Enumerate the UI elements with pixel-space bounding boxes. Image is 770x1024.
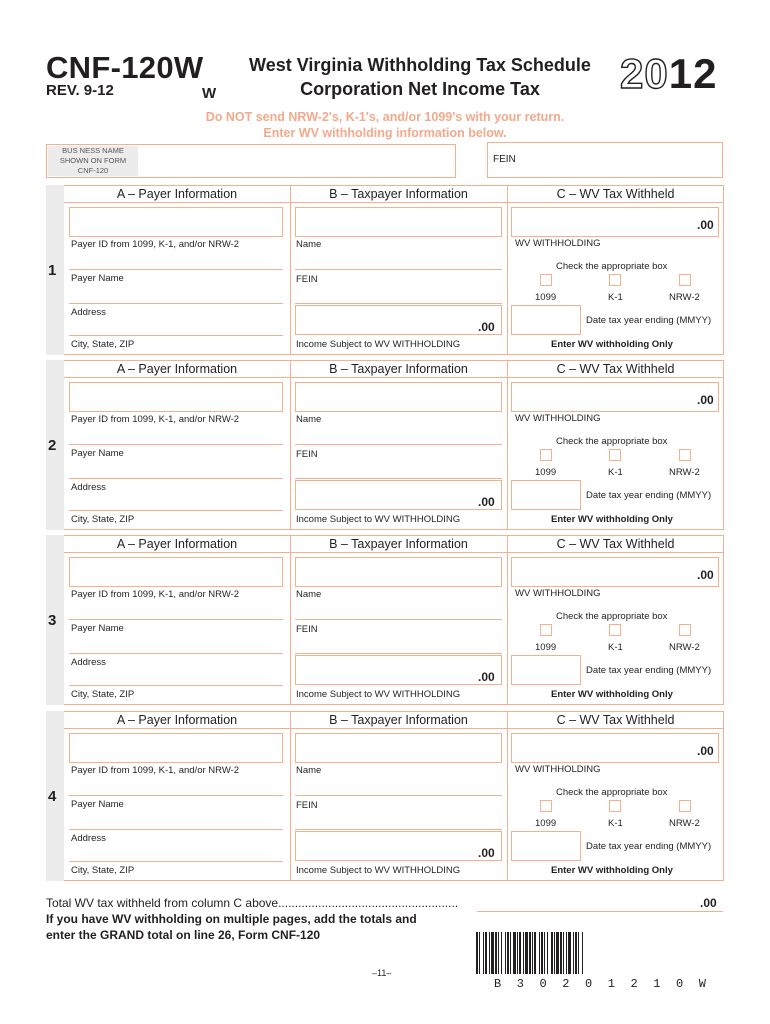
barcode-bar (582, 932, 583, 974)
barcode-bar (544, 932, 545, 974)
barcode-bar (568, 932, 571, 974)
business-name-label-line1: BUS NESS NAME (62, 146, 124, 155)
payer-name-line2[interactable] (69, 653, 283, 654)
income-subject-label: Income Subject to WV WITHHOLDING (296, 865, 461, 876)
payer-id-label: Payer ID from 1099, K-1, and/or NRW-2 (71, 765, 240, 776)
barcode-bar (560, 932, 562, 974)
column-b-heading: B – Taxpayer Information (329, 713, 468, 727)
payer-name-line2[interactable] (69, 478, 283, 479)
barcode-bar (547, 932, 548, 974)
address-input[interactable] (69, 685, 283, 686)
address-input[interactable] (69, 335, 283, 336)
checkbox-k1[interactable] (609, 800, 621, 812)
payer-name-line2[interactable] (69, 829, 283, 830)
payer-id-label: Payer ID from 1099, K-1, and/or NRW-2 (71, 414, 240, 425)
date-tax-year-label: Date tax year ending (MMYY) (586, 665, 712, 676)
name-label: Name (296, 414, 322, 425)
barcode-bar (578, 932, 579, 974)
tax-year-solid: 12 (668, 50, 718, 97)
fein-label: FEIN (296, 624, 318, 635)
name-label: Name (296, 239, 322, 250)
barcode-bar (573, 932, 574, 974)
barcode-bar (534, 932, 536, 974)
w-mark: W (202, 85, 217, 102)
page-number: –11– (372, 968, 392, 978)
checkbox-1099[interactable] (540, 274, 552, 286)
barcode-digit: W (698, 977, 706, 991)
column-c-heading: C – WV Tax Withheld (556, 713, 675, 727)
taxpayer-name-input[interactable] (295, 733, 502, 763)
column-c-heading: C – WV Tax Withheld (556, 362, 675, 376)
checkbox-nrw2[interactable] (679, 800, 691, 812)
withholding-cents: .00 (697, 218, 714, 232)
barcode-digit: 2 (562, 977, 570, 991)
divider-line (295, 303, 502, 304)
column-divider (507, 360, 508, 530)
payer-name-input[interactable] (69, 444, 283, 445)
header-divider (64, 202, 724, 203)
payer-name-input[interactable] (69, 619, 283, 620)
column-a-heading: A – Payer Information (116, 187, 238, 201)
enter-withholding-only-label: Enter WV withholding Only (551, 514, 673, 525)
taxpayer-fein-input[interactable] (295, 444, 502, 445)
payer-name-label: Payer Name (71, 273, 124, 284)
income-cents: .00 (478, 670, 495, 684)
payer-id-input[interactable] (69, 207, 283, 237)
address-input[interactable] (69, 510, 283, 511)
header-divider (64, 552, 724, 553)
business-fein-label: FEIN (493, 154, 516, 165)
barcode-bar (539, 932, 540, 974)
address-label: Address (71, 307, 106, 318)
withholding-cents: .00 (697, 744, 714, 758)
payer-name-line2[interactable] (69, 303, 283, 304)
option-k1-label: K-1 (608, 642, 623, 653)
taxpayer-name-input[interactable] (295, 382, 502, 412)
income-subject-input[interactable] (295, 831, 502, 861)
fein-label: FEIN (296, 800, 318, 811)
payer-id-input[interactable] (69, 557, 283, 587)
barcode-bar (556, 932, 559, 974)
barcode-digit: 1 (653, 977, 661, 991)
payer-name-input[interactable] (69, 269, 283, 270)
column-c-heading: C – WV Tax Withheld (556, 187, 675, 201)
barcode-bar (523, 932, 524, 974)
form-title-line1: West Virginia Withholding Tax Schedule (249, 55, 591, 75)
checkbox-nrw2[interactable] (679, 274, 691, 286)
section-number: 2 (48, 437, 57, 454)
barcode-bar (476, 932, 478, 974)
barcode-bar (532, 932, 533, 974)
notice-line2: Enter WV withholding information below. (263, 126, 507, 140)
column-divider (507, 535, 508, 705)
tax-year (620, 50, 717, 98)
column-b-heading: B – Taxpayer Information (329, 187, 468, 201)
barcode-bar (495, 932, 497, 974)
date-tax-year-label: Date tax year ending (MMYY) (586, 490, 712, 501)
total-withheld-field[interactable] (477, 911, 723, 912)
barcode-bar (498, 932, 499, 974)
business-name-label-line2: SHOWN ON FORM (59, 156, 127, 165)
address-input[interactable] (69, 861, 283, 862)
section-number: 4 (48, 788, 57, 805)
taxpayer-fein-input[interactable] (295, 795, 502, 796)
divider-line (295, 653, 502, 654)
wv-withholding-label: WV WITHHOLDING (515, 413, 601, 424)
barcode-digit: 0 (539, 977, 547, 991)
option-1099-label: 1099 (535, 818, 557, 829)
address-label: Address (71, 833, 106, 844)
option-k1-label: K-1 (608, 467, 623, 478)
barcode-bar (510, 932, 511, 974)
wv-withholding-label: WV WITHHOLDING (515, 764, 601, 775)
total-withheld-label: Total WV tax withheld from column C above...................................................... (46, 896, 459, 910)
column-c-heading: C – WV Tax Withheld (556, 537, 675, 551)
check-box-instruction: Check the appropriate box (556, 261, 668, 272)
option-1099-label: 1099 (535, 642, 557, 653)
income-subject-label: Income Subject to WV WITHHOLDING (296, 339, 461, 350)
check-box-instruction: Check the appropriate box (556, 436, 668, 447)
checkbox-nrw2[interactable] (679, 449, 691, 461)
enter-withholding-only-label: Enter WV withholding Only (551, 339, 673, 350)
payer-name-label: Payer Name (71, 448, 124, 459)
payer-name-input[interactable] (69, 795, 283, 796)
column-b-heading: B – Taxpayer Information (329, 537, 468, 551)
form-code: CNF-120W (46, 50, 204, 85)
barcode-bar (485, 932, 487, 974)
revision-label: REV. 9-12 (46, 82, 114, 99)
barcode-bar (519, 932, 521, 974)
payer-id-label: Payer ID from 1099, K-1, and/or NRW-2 (71, 589, 240, 600)
payer-name-label: Payer Name (71, 623, 124, 634)
city-state-zip-label: City, State, ZIP (71, 514, 135, 525)
option-nrw2-label: NRW-2 (669, 292, 700, 303)
income-cents: .00 (478, 320, 495, 334)
income-cents: .00 (478, 846, 495, 860)
name-label: Name (296, 589, 322, 600)
barcode-bar (479, 932, 480, 974)
column-a-heading: A – Payer Information (116, 362, 238, 376)
barcode-bar (517, 932, 518, 974)
taxpayer-fein-input[interactable] (295, 619, 502, 620)
wv-withholding-input[interactable] (511, 733, 719, 763)
barcode-bar (491, 932, 494, 974)
barcode-bar (489, 932, 490, 974)
column-divider (507, 711, 508, 881)
column-divider (290, 360, 291, 530)
grand-total-instruction-line2: enter the GRAND total on line 26, Form CNF-120 (46, 928, 321, 942)
city-state-zip-label: City, State, ZIP (71, 865, 135, 876)
barcode-bar (505, 932, 506, 974)
income-cents: .00 (478, 495, 495, 509)
business-fein-field[interactable] (487, 142, 723, 178)
enter-withholding-only-label: Enter WV withholding Only (551, 865, 673, 876)
wv-withholding-label: WV WITHHOLDING (515, 588, 601, 599)
barcode-digit: 0 (585, 977, 593, 991)
total-withheld-cents: .00 (700, 896, 717, 910)
checkbox-1099[interactable] (540, 449, 552, 461)
barcode-digit: 2 (630, 977, 638, 991)
notice-line1: Do NOT send NRW-2's, K-1's, and/or 1099's with your return. (205, 110, 565, 124)
barcode-digit: 0 (676, 977, 684, 991)
option-1099-label: 1099 (535, 292, 557, 303)
option-k1-label: K-1 (608, 292, 623, 303)
income-subject-input[interactable] (295, 655, 502, 685)
wv-withholding-input[interactable] (511, 382, 719, 412)
income-subject-input[interactable] (295, 480, 502, 510)
date-tax-year-input[interactable] (511, 655, 581, 685)
barcode-bar (483, 932, 484, 974)
barcode-bar (541, 932, 543, 974)
option-k1-label: K-1 (608, 818, 623, 829)
option-nrw2-label: NRW-2 (669, 818, 700, 829)
barcode-digit: 3 (516, 977, 524, 991)
date-tax-year-input[interactable] (511, 480, 581, 510)
divider-line (295, 829, 502, 830)
check-box-instruction: Check the appropriate box (556, 611, 668, 622)
barcode (476, 932, 708, 974)
withholding-cents: .00 (697, 393, 714, 407)
option-1099-label: 1099 (535, 467, 557, 478)
address-label: Address (71, 657, 106, 668)
column-divider (290, 535, 291, 705)
date-tax-year-input[interactable] (511, 831, 581, 861)
barcode-bar (501, 932, 502, 974)
grand-total-instruction-line1: If you have WV withholding on multiple pages, add the totals and (46, 912, 417, 926)
payer-name-label: Payer Name (71, 799, 124, 810)
income-subject-label: Income Subject to WV WITHHOLDING (296, 514, 461, 525)
option-nrw2-label: NRW-2 (669, 467, 700, 478)
taxpayer-name-input[interactable] (295, 557, 502, 587)
business-name-label (48, 146, 138, 176)
tax-year-outline: 20 (620, 50, 669, 97)
address-label: Address (71, 482, 106, 493)
business-name-label-line3: CNF-120 (77, 166, 109, 175)
barcode-bar (563, 932, 564, 974)
payer-id-input[interactable] (69, 382, 283, 412)
checkbox-k1[interactable] (609, 274, 621, 286)
barcode-bar (566, 932, 567, 974)
barcode-bar (525, 932, 528, 974)
header-divider (64, 377, 724, 378)
column-b-heading: B – Taxpayer Information (329, 362, 468, 376)
wv-withholding-input[interactable] (511, 207, 719, 237)
payer-id-label: Payer ID from 1099, K-1, and/or NRW-2 (71, 239, 240, 250)
column-divider (290, 711, 291, 881)
income-subject-label: Income Subject to WV WITHHOLDING (296, 689, 461, 700)
date-tax-year-label: Date tax year ending (MMYY) (586, 315, 712, 326)
city-state-zip-label: City, State, ZIP (71, 339, 135, 350)
date-tax-year-input[interactable] (511, 305, 581, 335)
enter-withholding-only-label: Enter WV withholding Only (551, 689, 673, 700)
header-divider (64, 728, 724, 729)
payer-id-input[interactable] (69, 733, 283, 763)
barcode-digit: B (494, 977, 502, 991)
section-number: 1 (48, 262, 57, 279)
barcode-bar (551, 932, 553, 974)
checkbox-k1[interactable] (609, 624, 621, 636)
checkbox-nrw2[interactable] (679, 624, 691, 636)
barcode-bar (554, 932, 555, 974)
column-divider (290, 185, 291, 355)
date-tax-year-label: Date tax year ending (MMYY) (586, 841, 712, 852)
withholding-cents: .00 (697, 568, 714, 582)
check-box-instruction: Check the appropriate box (556, 787, 668, 798)
taxpayer-fein-input[interactable] (295, 269, 502, 270)
checkbox-1099[interactable] (540, 800, 552, 812)
barcode-digits (494, 977, 706, 991)
fein-label: FEIN (296, 274, 318, 285)
checkbox-k1[interactable] (609, 449, 621, 461)
column-a-heading: A – Payer Information (116, 537, 238, 551)
name-label: Name (296, 765, 322, 776)
checkbox-1099[interactable] (540, 624, 552, 636)
barcode-bar (513, 932, 516, 974)
barcode-bar (529, 932, 531, 974)
section-number: 3 (48, 612, 57, 629)
fein-label: FEIN (296, 449, 318, 460)
column-a-heading: A – Payer Information (116, 713, 238, 727)
wv-withholding-label: WV WITHHOLDING (515, 238, 601, 249)
divider-line (295, 478, 502, 479)
barcode-digit: 1 (607, 977, 615, 991)
barcode-bar (507, 932, 509, 974)
income-subject-input[interactable] (295, 305, 502, 335)
city-state-zip-label: City, State, ZIP (71, 689, 135, 700)
column-divider (507, 185, 508, 355)
barcode-bar (575, 932, 577, 974)
option-nrw2-label: NRW-2 (669, 642, 700, 653)
taxpayer-name-input[interactable] (295, 207, 502, 237)
wv-withholding-input[interactable] (511, 557, 719, 587)
form-title-line2: Corporation Net Income Tax (300, 79, 540, 99)
